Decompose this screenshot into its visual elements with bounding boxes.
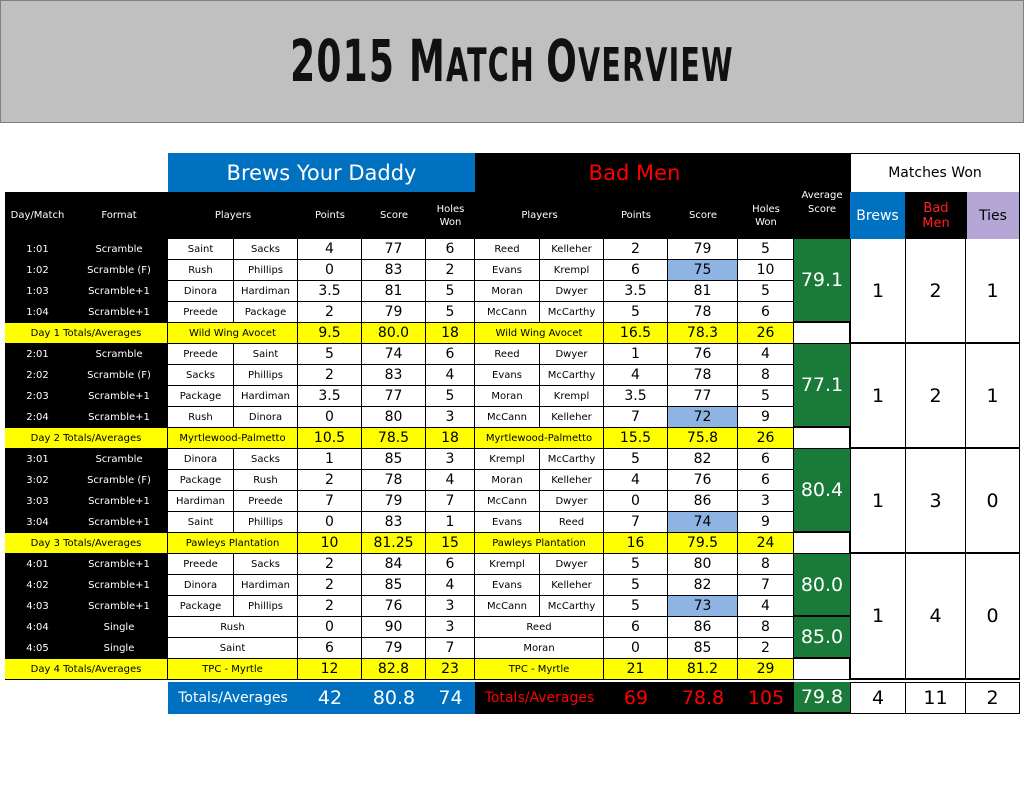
player-name: Moran [475, 638, 604, 659]
team-name-bad-men: Bad Men [475, 153, 794, 192]
average-score-day4-scramble: 80.0 [794, 554, 850, 617]
player-name: Evans [475, 575, 540, 596]
header-ties: Ties [966, 192, 1020, 239]
player-name: McCarthy [540, 365, 604, 386]
holes-total-brews: 15 [426, 533, 475, 554]
holes-won-brews: 1 [426, 512, 475, 533]
holes-won-bad-men: 3 [738, 491, 794, 512]
score-bad-men: 82 [668, 449, 738, 470]
points-bad-men: 4 [604, 365, 668, 386]
points-bad-men: 7 [604, 512, 668, 533]
points-brews: 4 [298, 239, 362, 260]
points-bad-men: 5 [604, 554, 668, 575]
wins-bad-men: 2 [906, 344, 966, 449]
holes-total-bad-men: 29 [738, 659, 794, 680]
player-name: Dwyer [540, 281, 604, 302]
player-name: Moran [475, 470, 540, 491]
holes-grand-total-bad-men: 105 [738, 682, 794, 714]
match-format: Scramble+1 [70, 512, 168, 533]
score-grand-average-brews: 80.8 [362, 682, 426, 714]
average-score-spacer [794, 659, 850, 680]
player-name: Sacks [234, 239, 298, 260]
points-grand-total-brews: 42 [298, 682, 362, 714]
player-name: Package [168, 596, 234, 617]
points-bad-men: 5 [604, 596, 668, 617]
points-brews: 2 [298, 302, 362, 323]
course-name: Myrtlewood-Palmetto [168, 428, 298, 449]
match-id: 2:04 [5, 407, 70, 428]
holes-won-bad-men: 2 [738, 638, 794, 659]
player-name: Preede [234, 491, 298, 512]
points-bad-men: 5 [604, 575, 668, 596]
player-name: Sacks [234, 554, 298, 575]
points-brews: 2 [298, 365, 362, 386]
holes-won-bad-men: 4 [738, 596, 794, 617]
holes-total-bad-men: 24 [738, 533, 794, 554]
totals-label-bad-men: Totals/Averages [475, 682, 604, 714]
match-format: Scramble (F) [70, 260, 168, 281]
score-bad-men: 82 [668, 575, 738, 596]
player-name: Dinora [168, 449, 234, 470]
match-format: Scramble+1 [70, 554, 168, 575]
player-name: Rush [168, 260, 234, 281]
match-id: 4:02 [5, 575, 70, 596]
holes-won-brews: 2 [426, 260, 475, 281]
wins-bad-men: 2 [906, 239, 966, 344]
holes-won-bad-men: 4 [738, 344, 794, 365]
average-score-day3: 80.4 [794, 449, 850, 533]
page-title: 2015 MATCH OVERVIEW [290, 27, 734, 95]
points-total-brews: 10.5 [298, 428, 362, 449]
points-total-bad-men: 21 [604, 659, 668, 680]
score-brews: 77 [362, 239, 426, 260]
match-id: 2:03 [5, 386, 70, 407]
holes-won-bad-men: 5 [738, 239, 794, 260]
player-name: Phillips [234, 260, 298, 281]
course-name: Pawleys Plantation [168, 533, 298, 554]
points-total-brews: 10 [298, 533, 362, 554]
player-name: Preede [168, 344, 234, 365]
player-name: Moran [475, 281, 540, 302]
score-brews: 79 [362, 638, 426, 659]
player-name: Reed [540, 512, 604, 533]
holes-won-brews: 3 [426, 617, 475, 638]
match-format: Single [70, 638, 168, 659]
score-bad-men: 79 [668, 239, 738, 260]
match-id: 4:01 [5, 554, 70, 575]
player-name: Dinora [168, 575, 234, 596]
player-name: Dinora [168, 281, 234, 302]
ties-count: 1 [966, 344, 1020, 449]
player-name: Saint [168, 239, 234, 260]
average-score-day4-singles: 85.0 [794, 617, 850, 659]
score-average-bad-men: 81.2 [668, 659, 738, 680]
holes-won-bad-men: 5 [738, 281, 794, 302]
player-name: Dwyer [540, 344, 604, 365]
header-players-brews: Players [168, 192, 298, 239]
player-name: Reed [475, 617, 604, 638]
points-brews: 7 [298, 491, 362, 512]
score-brews: 77 [362, 386, 426, 407]
holes-won-bad-men: 7 [738, 575, 794, 596]
course-name: TPC - Myrtle [168, 659, 298, 680]
points-total-bad-men: 16.5 [604, 323, 668, 344]
score-brews: 76 [362, 596, 426, 617]
holes-won-brews: 5 [426, 281, 475, 302]
player-name: McCarthy [540, 302, 604, 323]
player-name: Reed [475, 239, 540, 260]
holes-won-brews: 5 [426, 386, 475, 407]
match-format: Scramble (F) [70, 470, 168, 491]
match-format: Scramble [70, 344, 168, 365]
score-brews: 85 [362, 449, 426, 470]
player-name: Hardiman [234, 386, 298, 407]
match-id: 3:03 [5, 491, 70, 512]
match-id: 1:04 [5, 302, 70, 323]
score-bad-men: 73 [668, 596, 738, 617]
ties-count: 0 [966, 449, 1020, 554]
score-average-bad-men: 75.8 [668, 428, 738, 449]
player-name: Sacks [234, 449, 298, 470]
player-name: Krempl [475, 449, 540, 470]
player-name: Phillips [234, 596, 298, 617]
holes-won-bad-men: 8 [738, 554, 794, 575]
match-format: Scramble (F) [70, 365, 168, 386]
match-format: Scramble+1 [70, 407, 168, 428]
score-bad-men: 75 [668, 260, 738, 281]
average-score-day2: 77.1 [794, 344, 850, 428]
score-brews: 83 [362, 512, 426, 533]
holes-won-brews: 3 [426, 596, 475, 617]
match-format: Scramble+1 [70, 491, 168, 512]
points-brews: 2 [298, 554, 362, 575]
totals-label-brews: Totals/Averages [168, 682, 298, 714]
player-name: Saint [168, 638, 298, 659]
score-grand-average-bad-men: 78.8 [668, 682, 738, 714]
match-id: 4:04 [5, 617, 70, 638]
wins-total-bad-men: 11 [906, 682, 966, 714]
holes-won-bad-men: 9 [738, 407, 794, 428]
points-grand-total-bad-men: 69 [604, 682, 668, 714]
player-name: Evans [475, 260, 540, 281]
match-id: 4:03 [5, 596, 70, 617]
score-brews: 84 [362, 554, 426, 575]
course-name: Wild Wing Avocet [168, 323, 298, 344]
score-bad-men: 80 [668, 554, 738, 575]
player-name: McCarthy [540, 449, 604, 470]
points-brews: 2 [298, 596, 362, 617]
score-bad-men: 76 [668, 344, 738, 365]
score-average-bad-men: 78.3 [668, 323, 738, 344]
player-name: Sacks [168, 365, 234, 386]
points-bad-men: 2 [604, 239, 668, 260]
points-bad-men: 4 [604, 470, 668, 491]
score-bad-men: 77 [668, 386, 738, 407]
score-bad-men: 78 [668, 302, 738, 323]
player-name: Hardiman [234, 575, 298, 596]
holes-won-bad-men: 10 [738, 260, 794, 281]
player-name: Rush [168, 407, 234, 428]
header-holes-won-bad-men: Holes Won [738, 192, 794, 239]
points-brews: 0 [298, 512, 362, 533]
match-id: 3:04 [5, 512, 70, 533]
score-brews: 80 [362, 407, 426, 428]
points-brews: 0 [298, 407, 362, 428]
points-brews: 3.5 [298, 386, 362, 407]
day-totals-label: Day 1 Totals/Averages [5, 323, 168, 344]
player-name: Phillips [234, 365, 298, 386]
points-bad-men: 0 [604, 491, 668, 512]
points-total-brews: 9.5 [298, 323, 362, 344]
points-total-bad-men: 16 [604, 533, 668, 554]
player-name: Reed [475, 344, 540, 365]
ties-total: 2 [966, 682, 1020, 714]
day-totals-label: Day 2 Totals/Averages [5, 428, 168, 449]
holes-total-brews: 23 [426, 659, 475, 680]
match-format: Scramble+1 [70, 575, 168, 596]
player-name: Dinora [234, 407, 298, 428]
player-name: McCarthy [540, 596, 604, 617]
match-format: Scramble+1 [70, 596, 168, 617]
holes-total-bad-men: 26 [738, 323, 794, 344]
header-day-match: Day/Match [5, 192, 70, 239]
header-brews-wins: Brews [850, 192, 906, 239]
match-format: Single [70, 617, 168, 638]
header-points-bad-men: Points [604, 192, 668, 239]
holes-total-bad-men: 26 [738, 428, 794, 449]
header-score-brews: Score [362, 192, 426, 239]
header-players-bad-men: Players [475, 192, 604, 239]
match-id: 1:01 [5, 239, 70, 260]
course-name: Myrtlewood-Palmetto [475, 428, 604, 449]
score-brews: 79 [362, 491, 426, 512]
match-format: Scramble+1 [70, 281, 168, 302]
match-id: 2:01 [5, 344, 70, 365]
matches-won-header: Matches Won [850, 153, 1020, 193]
holes-won-brews: 6 [426, 344, 475, 365]
score-brews: 79 [362, 302, 426, 323]
wins-bad-men: 3 [906, 449, 966, 554]
player-name: Kelleher [540, 239, 604, 260]
score-brews: 90 [362, 617, 426, 638]
player-name: Krempl [475, 554, 540, 575]
score-average-brews: 80.0 [362, 323, 426, 344]
wins-brews: 1 [850, 449, 906, 554]
course-name: Wild Wing Avocet [475, 323, 604, 344]
player-name: Package [168, 470, 234, 491]
header-score-bad-men: Score [668, 192, 738, 239]
player-name: Kelleher [540, 470, 604, 491]
score-average-bad-men: 79.5 [668, 533, 738, 554]
score-brews: 83 [362, 365, 426, 386]
points-bad-men: 3.5 [604, 386, 668, 407]
holes-won-brews: 5 [426, 302, 475, 323]
player-name: Evans [475, 512, 540, 533]
wins-brews: 1 [850, 344, 906, 449]
points-bad-men: 5 [604, 302, 668, 323]
score-bad-men: 81 [668, 281, 738, 302]
player-name: Preede [168, 302, 234, 323]
header-format: Format [70, 192, 168, 239]
points-brews: 5 [298, 344, 362, 365]
points-total-brews: 12 [298, 659, 362, 680]
player-name: Kelleher [540, 407, 604, 428]
player-name: Krempl [540, 260, 604, 281]
average-score-spacer [794, 323, 850, 344]
score-bad-men: 72 [668, 407, 738, 428]
wins-brews: 1 [850, 239, 906, 344]
match-id: 4:05 [5, 638, 70, 659]
player-name: Hardiman [168, 491, 234, 512]
match-format: Scramble+1 [70, 302, 168, 323]
points-bad-men: 7 [604, 407, 668, 428]
score-average-brews: 82.8 [362, 659, 426, 680]
holes-won-brews: 4 [426, 365, 475, 386]
holes-won-brews: 4 [426, 470, 475, 491]
holes-won-bad-men: 8 [738, 617, 794, 638]
average-score-day1: 79.1 [794, 239, 850, 323]
match-id: 2:02 [5, 365, 70, 386]
course-name: TPC - Myrtle [475, 659, 604, 680]
average-score-total: 79.8 [794, 682, 850, 714]
title-bar [0, 0, 1024, 123]
course-name: Pawleys Plantation [475, 533, 604, 554]
points-brews: 0 [298, 260, 362, 281]
score-brews: 81 [362, 281, 426, 302]
score-bad-men: 76 [668, 470, 738, 491]
player-name: Kelleher [540, 575, 604, 596]
player-name: Phillips [234, 512, 298, 533]
match-format: Scramble+1 [70, 386, 168, 407]
player-name: Package [234, 302, 298, 323]
header-holes-won-brews: Holes Won [426, 192, 475, 239]
player-name: McCann [475, 407, 540, 428]
player-name: Saint [234, 344, 298, 365]
player-name: Hardiman [234, 281, 298, 302]
score-bad-men: 86 [668, 617, 738, 638]
holes-won-brews: 3 [426, 449, 475, 470]
holes-total-brews: 18 [426, 428, 475, 449]
player-name: Evans [475, 365, 540, 386]
player-name: McCann [475, 596, 540, 617]
points-bad-men: 5 [604, 449, 668, 470]
points-bad-men: 3.5 [604, 281, 668, 302]
match-id: 1:02 [5, 260, 70, 281]
header-points-brews: Points [298, 192, 362, 239]
score-bad-men: 74 [668, 512, 738, 533]
score-brews: 74 [362, 344, 426, 365]
score-average-brews: 78.5 [362, 428, 426, 449]
player-name: McCann [475, 302, 540, 323]
points-total-bad-men: 15.5 [604, 428, 668, 449]
score-bad-men: 86 [668, 491, 738, 512]
points-brews: 0 [298, 617, 362, 638]
match-id: 3:01 [5, 449, 70, 470]
score-bad-men: 85 [668, 638, 738, 659]
score-brews: 83 [362, 260, 426, 281]
score-bad-men: 78 [668, 365, 738, 386]
points-brews: 2 [298, 470, 362, 491]
holes-won-bad-men: 5 [738, 386, 794, 407]
header-average-score: Average Score [794, 153, 850, 239]
player-name: Package [168, 386, 234, 407]
score-brews: 78 [362, 470, 426, 491]
holes-won-bad-men: 9 [738, 512, 794, 533]
player-name: Dwyer [540, 554, 604, 575]
player-name: Preede [168, 554, 234, 575]
holes-won-brews: 7 [426, 491, 475, 512]
wins-total-brews: 4 [850, 682, 906, 714]
holes-won-bad-men: 6 [738, 302, 794, 323]
holes-won-brews: 3 [426, 407, 475, 428]
player-name: Rush [234, 470, 298, 491]
holes-won-brews: 6 [426, 239, 475, 260]
points-brews: 3.5 [298, 281, 362, 302]
holes-won-brews: 6 [426, 554, 475, 575]
day-totals-label: Day 3 Totals/Averages [5, 533, 168, 554]
points-brews: 1 [298, 449, 362, 470]
holes-won-brews: 4 [426, 575, 475, 596]
player-name: Moran [475, 386, 540, 407]
match-format: Scramble [70, 449, 168, 470]
match-format: Scramble [70, 239, 168, 260]
score-brews: 85 [362, 575, 426, 596]
average-score-spacer [794, 428, 850, 449]
ties-count: 0 [966, 554, 1020, 680]
points-brews: 2 [298, 575, 362, 596]
holes-won-bad-men: 8 [738, 365, 794, 386]
player-name: Saint [168, 512, 234, 533]
match-id: 3:02 [5, 470, 70, 491]
wins-bad-men: 4 [906, 554, 966, 680]
team-name-brews: Brews Your Daddy [168, 153, 475, 192]
points-bad-men: 6 [604, 260, 668, 281]
player-name: Dwyer [540, 491, 604, 512]
holes-total-brews: 18 [426, 323, 475, 344]
points-brews: 6 [298, 638, 362, 659]
day-totals-label: Day 4 Totals/Averages [5, 659, 168, 680]
points-bad-men: 0 [604, 638, 668, 659]
ties-count: 1 [966, 239, 1020, 344]
score-average-brews: 81.25 [362, 533, 426, 554]
points-bad-men: 6 [604, 617, 668, 638]
holes-won-bad-men: 6 [738, 449, 794, 470]
player-name: McCann [475, 491, 540, 512]
holes-won-bad-men: 6 [738, 470, 794, 491]
holes-grand-total-brews: 74 [426, 682, 475, 714]
player-name: Rush [168, 617, 298, 638]
match-id: 1:03 [5, 281, 70, 302]
wins-brews: 1 [850, 554, 906, 680]
holes-won-brews: 7 [426, 638, 475, 659]
points-bad-men: 1 [604, 344, 668, 365]
player-name: Krempl [540, 386, 604, 407]
average-score-spacer [794, 533, 850, 554]
header-bad-men-wins: Bad Men [906, 192, 966, 239]
